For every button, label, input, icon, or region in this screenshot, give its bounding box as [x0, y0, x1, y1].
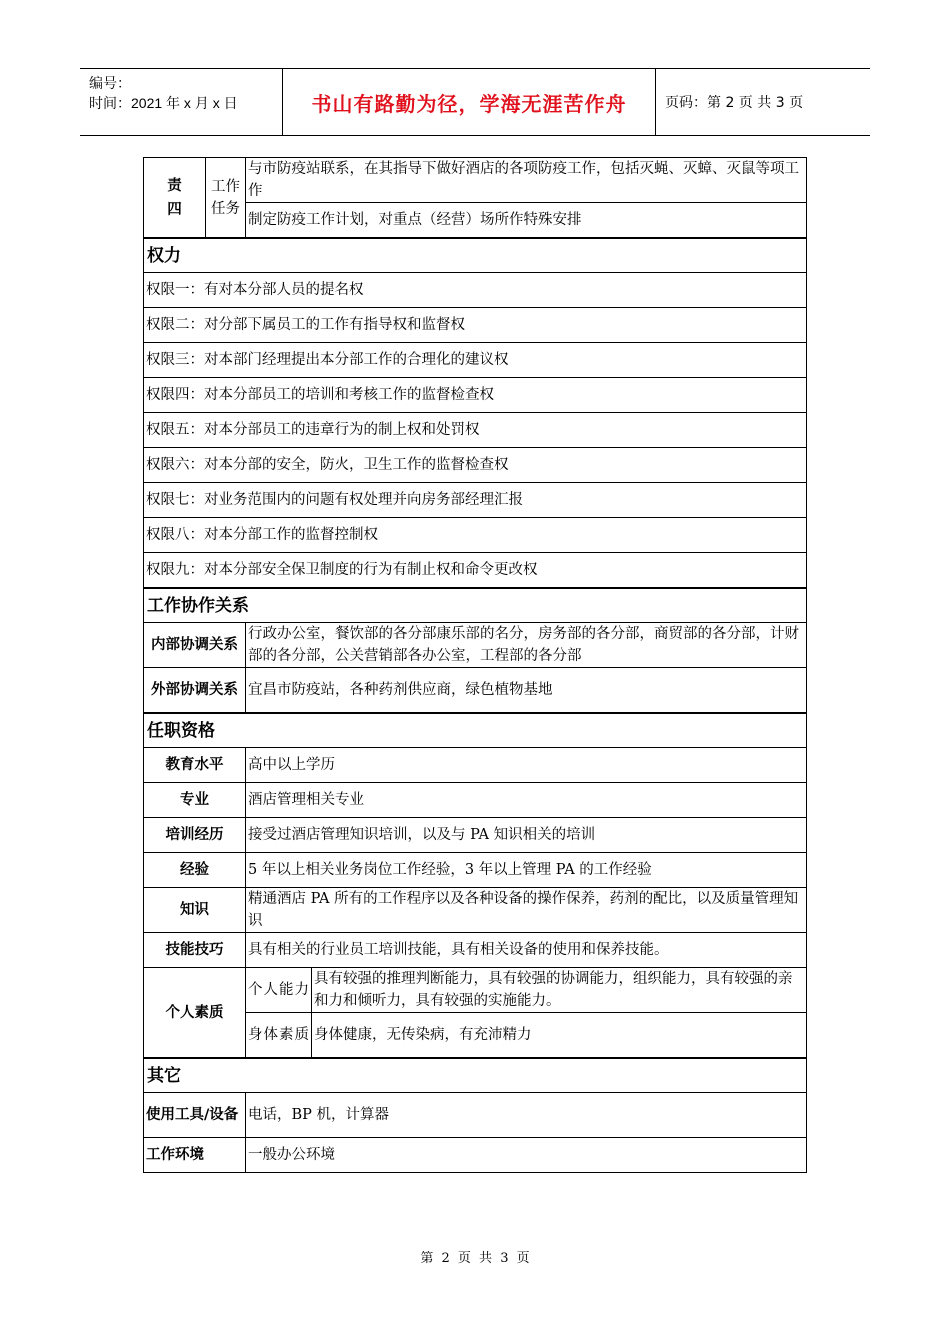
duty-label-a: 责 — [167, 177, 182, 194]
duty-sublabel: 工作任务 — [206, 158, 246, 239]
physical-label: 身体素质 — [246, 1013, 312, 1059]
authority-row — [144, 553, 807, 589]
cooperation-title: 工作协作关系 — [144, 588, 807, 623]
education-row — [144, 748, 807, 783]
authority-row — [144, 378, 807, 413]
authority-row — [144, 273, 807, 308]
authority-item-8: 权限八：对本分部工作的监督控制权 — [144, 518, 807, 553]
cooperation-section-row — [144, 588, 807, 623]
experience-row — [144, 853, 807, 888]
knowledge-value: 精通酒店 PA 所有的工作程序以及各种设备的操作保养，药剂的配比，以及质量管理知识 — [246, 888, 807, 933]
ability-value: 具有较强的推理判断能力，具有较强的协调能力，组织能力，具有较强的亲和力和倾听力，具有较强的实施能力。 — [312, 968, 807, 1013]
experience-value: 5 年以上相关业务岗位工作经验，3 年以上管理 PA 的工作经验 — [246, 853, 807, 888]
authority-item-7: 权限七：对业务范围内的问题有权处理并向房务部经理汇报 — [144, 483, 807, 518]
training-value: 接受过酒店管理知识培训，以及与 PA 知识相关的培训 — [246, 818, 807, 853]
environment-row — [144, 1138, 807, 1173]
skill-row — [144, 933, 807, 968]
external-coordination-row — [144, 668, 807, 714]
internal-coordination-value: 行政办公室，餐饮部的各分部康乐部的名分，房务部的各分部，商贸部的各分部，计财部的各分部，公关营销部各办公室，工程部的各分部 — [246, 623, 807, 668]
education-label: 教育水平 — [144, 748, 246, 783]
ability-label: 个人能力 — [246, 968, 312, 1013]
physical-value: 身体健康，无传染病，有充沛精力 — [312, 1013, 807, 1059]
authority-row — [144, 448, 807, 483]
environment-label: 工作环境 — [144, 1138, 246, 1173]
header-meta — [80, 69, 283, 135]
authority-row — [144, 483, 807, 518]
tools-label: 使用工具/设备 — [144, 1093, 246, 1138]
document-time-label: 时间：2021 年 x 月 x 日 — [89, 95, 238, 111]
qualification-section-row — [144, 713, 807, 748]
job-description-table — [143, 157, 807, 1173]
page-footer: 第 2 页 共 3 页 — [420, 1251, 530, 1266]
major-value: 酒店管理相关专业 — [246, 783, 807, 818]
authority-row — [144, 518, 807, 553]
authority-title: 权力 — [144, 238, 807, 273]
page-header — [80, 68, 870, 136]
experience-label: 经验 — [144, 853, 246, 888]
tools-row — [144, 1093, 807, 1138]
training-row — [144, 818, 807, 853]
education-value: 高中以上学历 — [246, 748, 807, 783]
authority-row — [144, 413, 807, 448]
authority-row — [144, 343, 807, 378]
personal-quality-label: 个人素质 — [144, 968, 246, 1059]
internal-coordination-label: 内部协调关系 — [144, 623, 246, 668]
header-motto: 书山有路勤为径，学海无涯苦作舟 — [283, 69, 656, 135]
internal-coordination-row — [144, 623, 807, 668]
authority-section-row — [144, 238, 807, 273]
duty-row-1 — [144, 158, 807, 203]
authority-item-6: 权限六：对本分部的安全，防火，卫生工作的监督检查权 — [144, 448, 807, 483]
external-coordination-label: 外部协调关系 — [144, 668, 246, 714]
knowledge-label: 知识 — [144, 888, 246, 933]
authority-item-2: 权限二：对分部下属员工的工作有指导权和监督权 — [144, 308, 807, 343]
major-label: 专业 — [144, 783, 246, 818]
other-title: 其它 — [144, 1058, 807, 1093]
skill-label: 技能技巧 — [144, 933, 246, 968]
major-row — [144, 783, 807, 818]
authority-row — [144, 308, 807, 343]
training-label: 培训经历 — [144, 818, 246, 853]
duty-task-1: 与市防疫站联系，在其指导下做好酒店的各项防疫工作，包括灭蝇、灭蟑、灭鼠等项工作 — [246, 158, 807, 203]
other-section-row — [144, 1058, 807, 1093]
qualification-title: 任职资格 — [144, 713, 807, 748]
authority-item-9: 权限九：对本分部安全保卫制度的行为有制止权和命令更改权 — [144, 553, 807, 589]
header-page-label: 页码：第 2 页 共 3 页 — [665, 95, 804, 111]
skill-value: 具有相关的行业员工培训技能，具有相关设备的使用和保养技能。 — [246, 933, 807, 968]
authority-item-4: 权限四：对本分部员工的培训和考核工作的监督检查权 — [144, 378, 807, 413]
duty-label-b: 四 — [167, 201, 182, 218]
tools-value: 电话，BP 机，计算器 — [246, 1093, 807, 1138]
external-coordination-value: 宜昌市防疫站，各种药剂供应商，绿色植物基地 — [246, 668, 807, 714]
duty-label — [144, 158, 206, 239]
authority-item-3: 权限三：对本部门经理提出本分部工作的合理化的建议权 — [144, 343, 807, 378]
authority-item-1: 权限一：有对本分部人员的提名权 — [144, 273, 807, 308]
environment-value: 一般办公环境 — [246, 1138, 807, 1173]
personal-ability-row — [144, 968, 807, 1013]
document-number-label: 编号： — [89, 75, 131, 91]
authority-item-5: 权限五：对本分部员工的违章行为的制上权和处罚权 — [144, 413, 807, 448]
knowledge-row — [144, 888, 807, 933]
duty-task-2: 制定防疫工作计划，对重点（经营）场所作特殊安排 — [246, 203, 807, 239]
